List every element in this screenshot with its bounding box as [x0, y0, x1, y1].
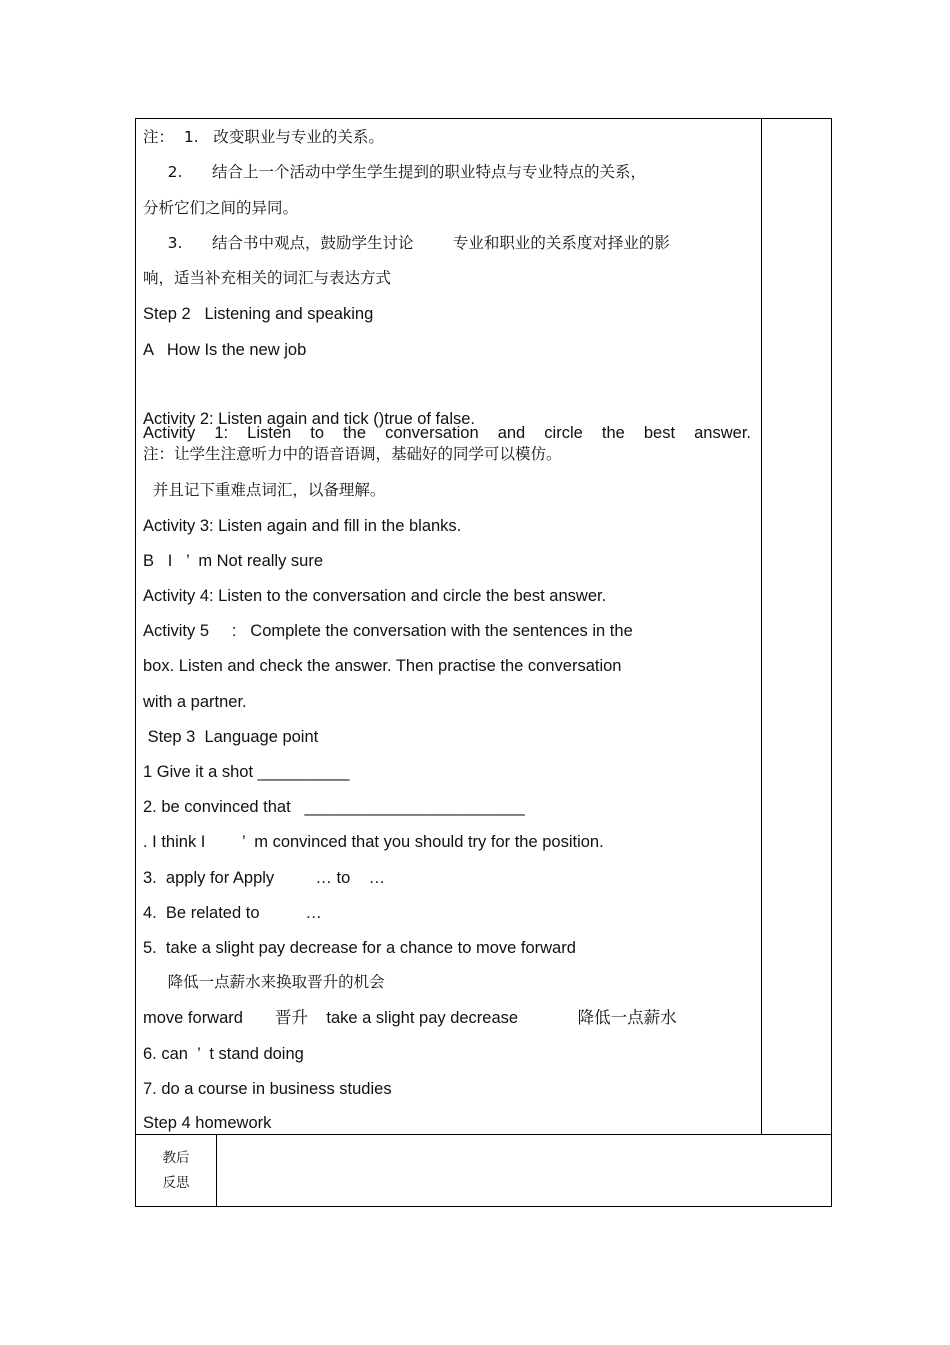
activity-3: Activity 3: Listen again and fill in the blanks.	[143, 517, 462, 535]
language-point-3: 3. apply for Apply … to …	[143, 869, 386, 887]
activity-5: Activity 5 : Complete the conversation with the sentences in the	[143, 622, 633, 640]
activity-4: Activity 4: Listen to the conversation and circle the best answer.	[143, 587, 607, 605]
language-point-5-translation: 降低一点薪水来换取晋升的机会	[143, 973, 385, 991]
note-3-cont: 响，适当补充相关的词汇与表达方式	[143, 269, 392, 287]
language-point-5-vocab: move forward 晋升 take a slight pay decrease 降低一点薪水	[143, 1009, 677, 1027]
activity-1-text: Activity 1: Listen to the conversation and circle the best answer.	[143, 424, 751, 442]
notes-column	[762, 119, 831, 1133]
activity-5-cont: box. Listen and check the answer. Then practise the conversation	[143, 657, 622, 675]
step-3-heading: Step 3 Language point	[143, 728, 319, 746]
note-2-cont: 分析它们之间的异同。	[143, 199, 299, 217]
step-4-heading: Step 4 homework	[143, 1114, 272, 1132]
language-point-4: 4. Be related to …	[143, 904, 322, 922]
reflection-label-line2: 反思	[162, 1175, 190, 1191]
note-listening: 注：让学生注意听力中的语音语调，基础好的同学可以模仿。	[143, 445, 562, 463]
language-point-6: 6. can ’ t stand doing	[143, 1045, 304, 1063]
language-point-5: 5. take a slight pay decrease for a chance to move forward	[143, 939, 576, 957]
language-point-2: 2. be convinced that ________________________	[143, 798, 525, 816]
section-a-heading: A How Is the new job	[143, 341, 307, 359]
note-1: 注： 1. 改变职业与专业的关系。	[143, 128, 384, 146]
language-point-1: 1 Give it a shot __________	[143, 763, 350, 781]
note-listening-cont: 并且记下重难点词汇，以备理解。	[143, 481, 386, 499]
section-b-heading: B I ’ m Not really sure	[143, 552, 324, 570]
activity-5-cont-2: with a partner.	[143, 693, 247, 711]
reflection-label-line1: 教后	[162, 1150, 190, 1166]
note-3: 3. 结合书中观点，鼓励学生讨论 专业和职业的关系度对择业的影	[143, 234, 670, 252]
language-point-7: 7. do a course in business studies	[143, 1080, 392, 1098]
note-2: 2. 结合上一个活动中学生学生提到的职业特点与专业特点的关系，	[143, 163, 646, 181]
activity-2: Activity 2: Listen again and tick ()true of false.	[143, 410, 475, 428]
reflection-label	[136, 1135, 216, 1207]
reflection-content	[217, 1135, 831, 1206]
step-2-heading: Step 2 Listening and speaking	[143, 305, 374, 323]
language-point-2-example: . I think I ’ m convinced that you should try for the position.	[143, 833, 604, 851]
